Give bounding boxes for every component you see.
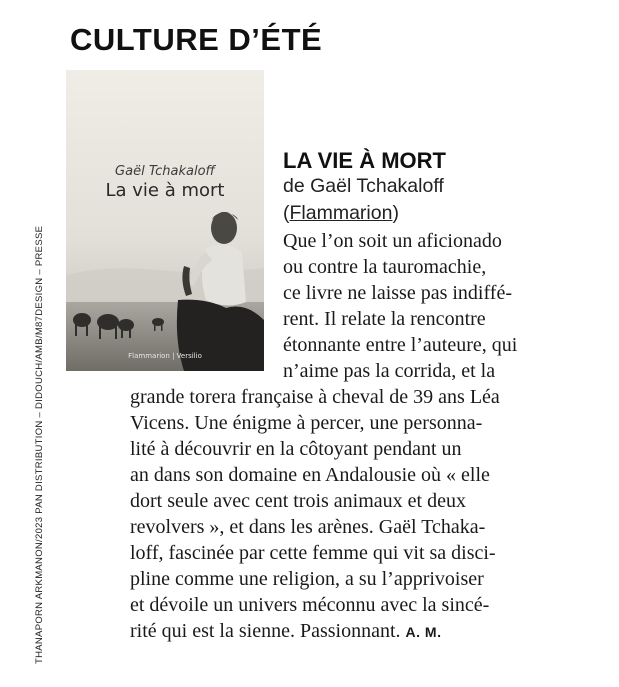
body-line: n’aime pas la corrida, et la <box>283 360 496 382</box>
body-line: grande torera française à cheval de 39 ans Léa <box>130 386 500 408</box>
cover-author: Gaël Tchakaloff <box>115 164 215 179</box>
section-title: CULTURE D’ÉTÉ <box>70 22 323 57</box>
body-line: Vicens. Une énigme à percer, une personna- <box>130 412 483 434</box>
body-line: pline comme une religion, a su l’apprivoiser <box>130 568 484 590</box>
body-line: Que l’on soit un aficionado <box>283 230 502 252</box>
body-line: dort seule avec cent trois animaux et deux <box>130 490 466 512</box>
cover-illustration <box>66 70 264 371</box>
publisher-line <box>283 201 399 225</box>
cover-publisher: Flammarion | Versilio <box>128 352 202 360</box>
photo-credit: THANAPORN ARKMANON/2023 PAN DISTRIBUTION – DIDOUCH/AMB/M87DESIGN – PRESSE <box>34 225 45 664</box>
body-line: ce livre ne laisse pas indiffé- <box>283 282 512 304</box>
body-line: revolvers », et dans les arènes. Gaël Tchaka- <box>130 516 486 538</box>
cover-title: La vie à mort <box>105 180 225 201</box>
body-line: rent. Il relate la rencontre <box>283 308 486 330</box>
author-byline: de Gaël Tchakaloff <box>283 175 444 197</box>
body-line: et dévoile un univers méconnu avec la sincé- <box>130 594 490 616</box>
book-cover <box>66 70 264 371</box>
body-line: lité à découvrir en la côtoyant pendant un <box>130 438 462 460</box>
publisher-link[interactable]: Flammarion <box>289 202 393 224</box>
publisher-close-paren: ) <box>392 202 399 224</box>
body-line: étonnante entre l’auteure, qui <box>283 334 518 356</box>
publisher-open-paren: ( <box>283 202 290 224</box>
body-line: an dans son domaine en Andalousie où « elle <box>130 464 490 486</box>
body-line <box>130 619 441 644</box>
book-title: LA VIE À MORT <box>283 148 446 173</box>
body-line: loff, fascinée par cette femme qui vit sa disci- <box>130 542 496 564</box>
author-signature: A. M. <box>405 624 442 640</box>
body-line: ou contre la tauromachie, <box>283 256 487 278</box>
body-line-text: rité qui est la sienne. Passionnant. <box>130 620 401 642</box>
